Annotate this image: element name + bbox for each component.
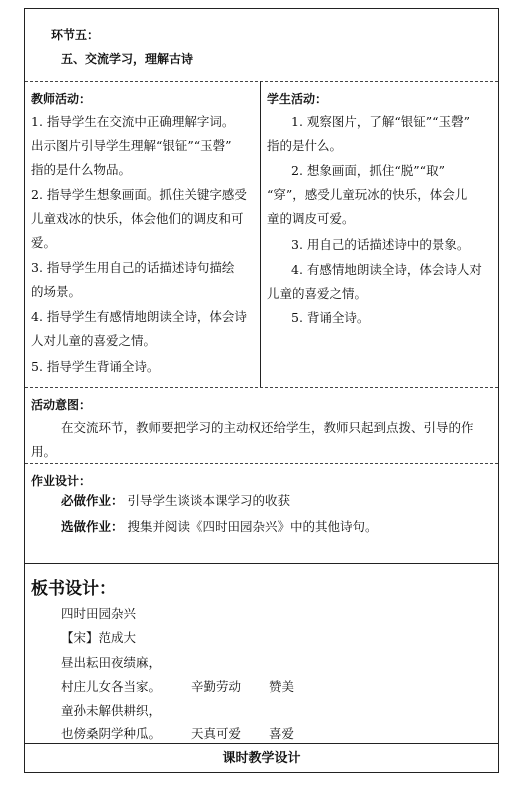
- stage-label: 环节五：: [51, 28, 100, 42]
- student-line: 指的是什么。: [267, 138, 343, 153]
- teacher-line: 出示图片引导学生理解“银钲”“玉磬”: [31, 138, 232, 153]
- homework-design: [25, 463, 498, 563]
- homework-heading: 作业设计：: [31, 474, 92, 488]
- lesson-table: [24, 8, 499, 773]
- teacher-line: 3. 指导学生用自己的话描述诗句描绘: [31, 260, 235, 275]
- teacher-line: 5. 指导学生背诵全诗。: [31, 359, 160, 374]
- student-line: 童的调皮可爱。: [267, 211, 355, 226]
- required-text: 引导学生谈谈本课学习的收获: [127, 493, 291, 508]
- poem-title: 四时田园杂兴: [61, 606, 137, 621]
- intent-line: 在交流环节，教师要把学习的主动权还给学生，教师只起到点拨、引导的作: [61, 420, 474, 435]
- poem-verse: 童孙未解供耕织，: [61, 703, 162, 718]
- activity-intent: [25, 387, 498, 463]
- poem-verse: 昼出耘田夜绩麻，: [61, 655, 162, 670]
- teacher-line: 2. 指导学生想象画面。抓住关键字感受: [31, 187, 247, 202]
- student-line: 儿童的喜爱之情。: [267, 286, 368, 301]
- student-line: 2. 想象画面，抓住“脱”“取”: [291, 163, 445, 178]
- student-line: 5. 背诵全诗。: [291, 310, 370, 325]
- teacher-line: 人对儿童的喜爱之情。: [31, 333, 157, 348]
- student-heading: 学生活动：: [267, 92, 328, 106]
- board-note: 辛勤劳动: [191, 679, 242, 694]
- activities-row: [25, 81, 498, 387]
- poem-author: 【宋】范成大: [61, 630, 137, 645]
- intent-line: 用。: [31, 444, 57, 459]
- optional-homework: [61, 519, 378, 535]
- student-line: 4. 有感情地朗读全诗，体会诗人对: [291, 262, 482, 277]
- poem-verse: 也傍桑阴学种瓜。: [61, 726, 162, 741]
- stage-title: 五、交流学习，理解古诗: [61, 52, 194, 66]
- optional-label: 选做作业：: [61, 519, 124, 534]
- student-line: 1. 观察图片，了解“银钲”“玉磬”: [291, 114, 470, 129]
- intent-heading: 活动意图：: [31, 398, 92, 412]
- teacher-line: 的场景。: [31, 284, 82, 299]
- board-note: 喜爱: [269, 726, 295, 741]
- teacher-line: 爱。: [31, 235, 57, 250]
- student-line: “穿”，感受儿童玩冰的快乐，体会儿: [267, 187, 468, 202]
- required-label: 必做作业：: [61, 493, 124, 508]
- footer-title: 课时教学设计: [222, 751, 301, 766]
- student-line: 3. 用自己的话描述诗中的景象。: [291, 237, 470, 252]
- teacher-line: 指的是什么物品。: [31, 162, 132, 177]
- board-note: 天真可爱: [191, 726, 242, 741]
- board-note: 赞美: [269, 679, 295, 694]
- teacher-heading: 教师活动：: [31, 92, 92, 106]
- teacher-line: 1. 指导学生在交流中正确理解字词。: [31, 114, 235, 129]
- board-design: [25, 563, 498, 743]
- footer-row: [25, 743, 498, 773]
- teacher-line: 4. 指导学生有感情地朗读全诗，体会诗: [31, 309, 247, 324]
- board-heading: 板书设计：: [31, 579, 116, 599]
- poem-verse: 村庄儿女各当家。: [61, 679, 162, 694]
- required-homework: [61, 493, 290, 509]
- teacher-line: 儿童戏冰的快乐，体会他们的调皮和可: [31, 211, 244, 226]
- optional-text: 搜集并阅读《四时田园杂兴》中的其他诗句。: [127, 519, 378, 534]
- section-five: [25, 9, 498, 81]
